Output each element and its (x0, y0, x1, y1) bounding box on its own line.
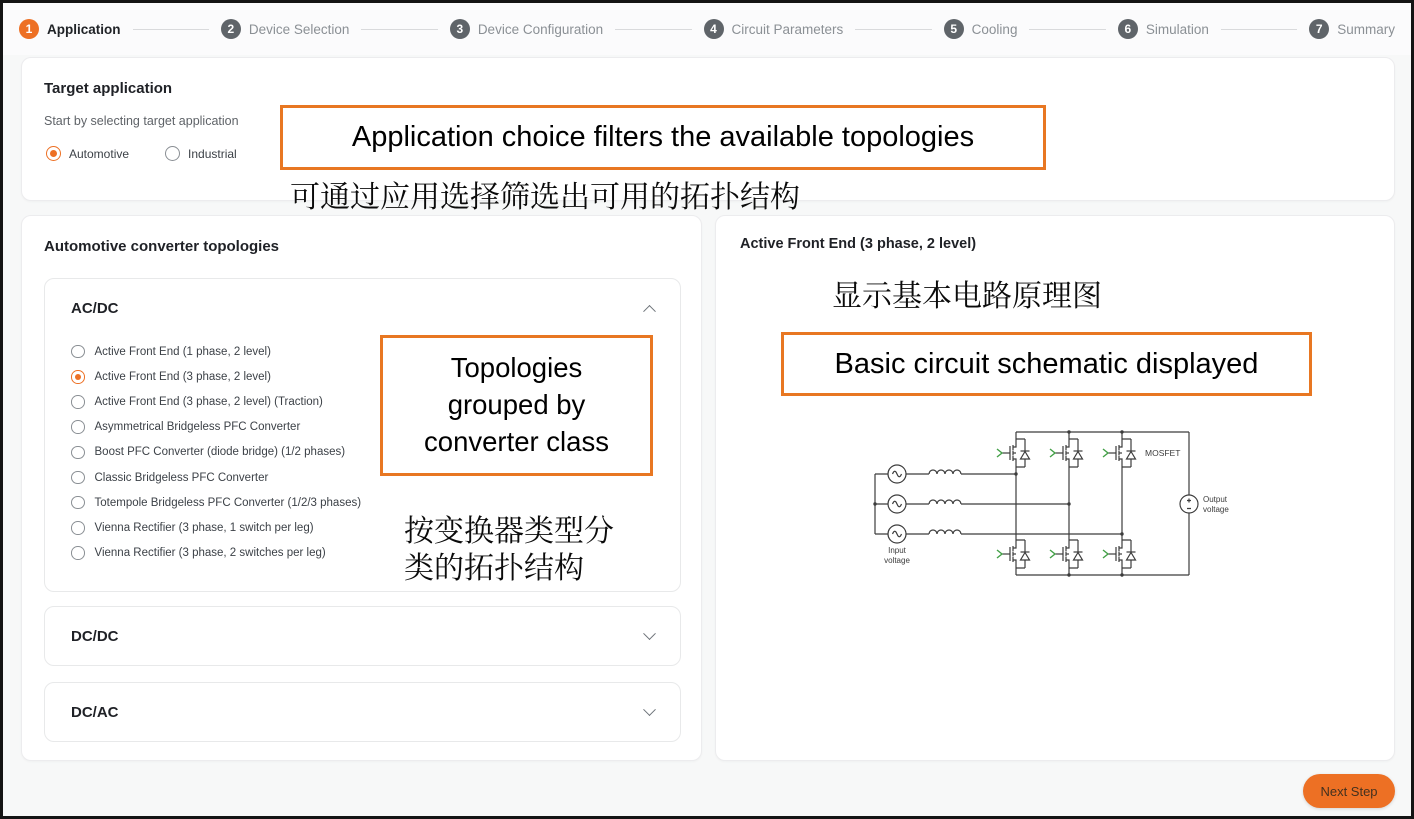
step-label: Summary (1337, 21, 1395, 37)
step-connector (855, 29, 931, 30)
topology-option[interactable] (71, 490, 680, 515)
accordion-title: AC/DC (71, 299, 119, 317)
step-label: Circuit Parameters (731, 21, 844, 37)
step-connector (361, 29, 437, 30)
annotation-schematic: Basic circuit schematic displayed (781, 332, 1312, 396)
step-number-badge: 3 (450, 19, 470, 39)
topology-label: Boost PFC Converter (diode bridge) (1/2 phases) (94, 446, 346, 459)
output-voltage-label-line1: Output (1203, 495, 1228, 504)
radio-unselected-icon (71, 345, 85, 359)
target-application-title: Target application (44, 80, 173, 97)
radio-option-automotive[interactable] (46, 146, 129, 161)
topology-label: Vienna Rectifier (3 phase, 2 switches per leg) (94, 547, 326, 560)
chevron-down-icon (643, 627, 656, 640)
accordion-dcac (44, 682, 681, 742)
radio-option-industrial[interactable] (165, 146, 237, 161)
radio-unselected-icon (71, 521, 85, 535)
step-label: Device Configuration (477, 21, 604, 37)
step-connector (1029, 29, 1105, 30)
accordion-dcdc-header[interactable] (45, 607, 680, 665)
target-application-subtitle: Start by selecting target application (44, 114, 239, 128)
topology-label: Active Front End (3 phase, 2 level) (94, 370, 271, 383)
step-summary[interactable] (1309, 19, 1395, 39)
target-application-options (46, 146, 237, 161)
radio-selected-icon (71, 370, 85, 384)
mosfet-label: MOSFET (1145, 448, 1181, 458)
accordion-dcac-header[interactable] (45, 683, 680, 741)
chevron-down-icon (643, 703, 656, 716)
topology-label: Totempole Bridgeless PFC Converter (1/2/3 phases) (94, 496, 362, 509)
annotation-topologies-grouped: Topologies grouped by converter class (380, 335, 653, 476)
step-simulation[interactable] (1118, 19, 1209, 39)
input-voltage-label-line1: Input (888, 546, 906, 555)
step-number-badge: 2 (221, 19, 241, 39)
output-voltage-label-line2: voltage (1203, 505, 1229, 514)
topology-label: Active Front End (3 phase, 2 level) (Traction) (94, 395, 323, 408)
topology-label: Vienna Rectifier (3 phase, 1 switch per leg) (94, 521, 314, 534)
topology-label: Active Front End (1 phase, 2 level) (94, 345, 271, 358)
next-step-button[interactable]: Next Step (1303, 774, 1395, 808)
step-number-badge: 6 (1118, 19, 1138, 39)
step-connector (133, 29, 209, 30)
topology-label: Classic Bridgeless PFC Converter (94, 471, 269, 484)
circuit-schematic-image (849, 412, 1279, 602)
step-number-badge: 4 (704, 19, 724, 39)
step-device-configuration[interactable] (450, 19, 603, 39)
step-cooling[interactable] (944, 19, 1018, 39)
radio-selected-icon (46, 146, 61, 161)
topologies-panel (21, 215, 702, 761)
radio-unselected-icon (71, 446, 85, 460)
annotation-application-filter: Application choice filters the available topologies (280, 105, 1046, 170)
radio-unselected-icon (165, 146, 180, 161)
annotation-topologies-grouped-zh: 按变换器类型分类的拓扑结构 (404, 515, 614, 585)
step-number-badge: 1 (19, 19, 39, 39)
radio-unselected-icon (71, 496, 85, 510)
input-voltage-label-line2: voltage (884, 556, 910, 565)
step-label: Cooling (971, 21, 1018, 37)
radio-unselected-icon (71, 546, 85, 560)
radio-label: Industrial (188, 146, 237, 161)
step-label: Device Selection (248, 21, 350, 37)
step-circuit-parameters[interactable] (704, 19, 844, 39)
step-application[interactable] (19, 19, 121, 39)
accordion-dcdc (44, 606, 681, 666)
annotation-application-filter-zh: 可通过应用选择筛选出可用的拓扑结构 (290, 181, 800, 214)
topology-label: Asymmetrical Bridgeless PFC Converter (94, 421, 301, 434)
radio-label: Automotive (69, 146, 130, 161)
step-connector (1221, 29, 1297, 30)
step-connector (615, 29, 691, 30)
step-number-badge: 7 (1309, 19, 1329, 39)
step-label: Application (47, 21, 121, 37)
annotation-schematic-zh: 显示基本电路原理图 (832, 280, 1102, 313)
step-device-selection[interactable] (221, 19, 350, 39)
accordion-acdc-header[interactable] (45, 279, 680, 337)
schematic-title: Active Front End (3 phase, 2 level) (740, 236, 977, 252)
accordion-title: DC/DC (71, 627, 119, 645)
radio-unselected-icon (71, 395, 85, 409)
chevron-up-icon (643, 304, 656, 317)
step-label: Simulation (1145, 21, 1209, 37)
topologies-panel-title: Automotive converter topologies (44, 238, 280, 255)
radio-unselected-icon (71, 420, 85, 434)
radio-unselected-icon (71, 471, 85, 485)
wizard-stepper (3, 3, 1411, 55)
step-number-badge: 5 (944, 19, 964, 39)
accordion-title: DC/AC (71, 703, 119, 721)
